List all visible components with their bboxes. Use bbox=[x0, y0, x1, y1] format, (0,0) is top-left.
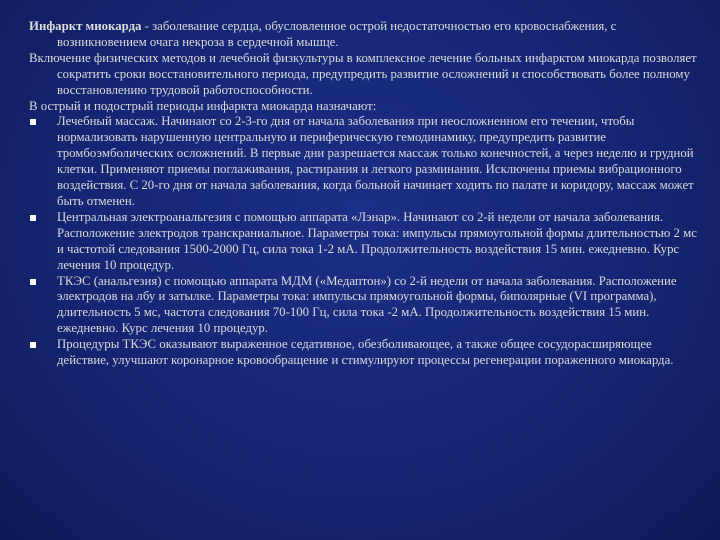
definition-text: - заболевание сердца, обусловленное острой недостаточностью его кровоснабжения, с возникновением очага некроза в сердечной мышце. bbox=[57, 19, 617, 49]
bullet-text: Центральная электроанальгезия с помощью аппарата «Лэнар». Начинают со 2-й недели от начала заболевания. Расположение электродов транскраниальное. Параметры тока: импульсы прямоугольной формы длительностью 2 мс и частотой следования 1500-2000 Гц, сила тока 1-2 мА. Продолжительность воздействия 15 мин. ежедневно. Курс лечения 10 процедур. bbox=[57, 209, 697, 272]
bullet-text: Процедуры ТКЭС оказывают выраженное седативное, обезболивающее, а также общее сосудорасширяющее действие, улучшают коронарное кровообращение и стимулируют процессы регенерации пораженного миокарда. bbox=[57, 337, 674, 368]
bullet-item-tkes-effects bbox=[29, 337, 700, 369]
intro-paragraph: Включение физических методов и лечебной физкультуры в комплексное лечение больных инфарктом миокарда позволяет сократить сроки восстановительного периода, предупредить развитие осложнений и способствовать более полному восстановлению трудовой работоспособности. bbox=[29, 50, 697, 97]
bullet-text: Лечебный массаж. Начинают со 2-3-го дня от начала заболевания при неосложненном его течении, чтобы нормализовать нарушенную центральную и периферическую гемодинамику, предупредить развитие тромбоэмболических осложнений. В первые дни разрешается массаж только конечностей, а через неделю и грудной клетки. Применяют приемы поглаживания, растирания и легкого разминания. Исключены приемы вибрационного воздействия. С 20-го дня от начала заболевания, когда больной начинает ходить по палате и коридору, массаж может быть отменен. bbox=[57, 114, 694, 208]
bullet-item-electroanalgesia bbox=[29, 210, 700, 274]
definition-paragraph bbox=[29, 19, 700, 51]
prescription-heading: В острый и подострый периоды инфаркта миокарда назначают: bbox=[29, 98, 377, 113]
bullet-item-massage bbox=[29, 114, 700, 209]
bullet-item-tkes bbox=[29, 274, 700, 338]
bullet-text: ТКЭС (анальгезия) с помощью аппарата МДМ («Медаптон») со 2-й недели от начала заболевания. Расположение электродов на лбу и затылке. Параметры тока: импульсы прямоугольной формы, биполярные (VI программа), длительность 5 мс, частота следования 70-100 Гц, сила тока -2 мА. Продолжительность воздействия 15 мин. ежедневно. Курс лечения 10 процедур. bbox=[57, 273, 677, 336]
square-bullet-icon bbox=[30, 342, 36, 348]
term-heading: Инфаркт миокарда bbox=[29, 19, 142, 33]
square-bullet-icon bbox=[30, 119, 36, 125]
square-bullet-icon bbox=[30, 215, 36, 221]
square-bullet-icon bbox=[30, 279, 36, 285]
